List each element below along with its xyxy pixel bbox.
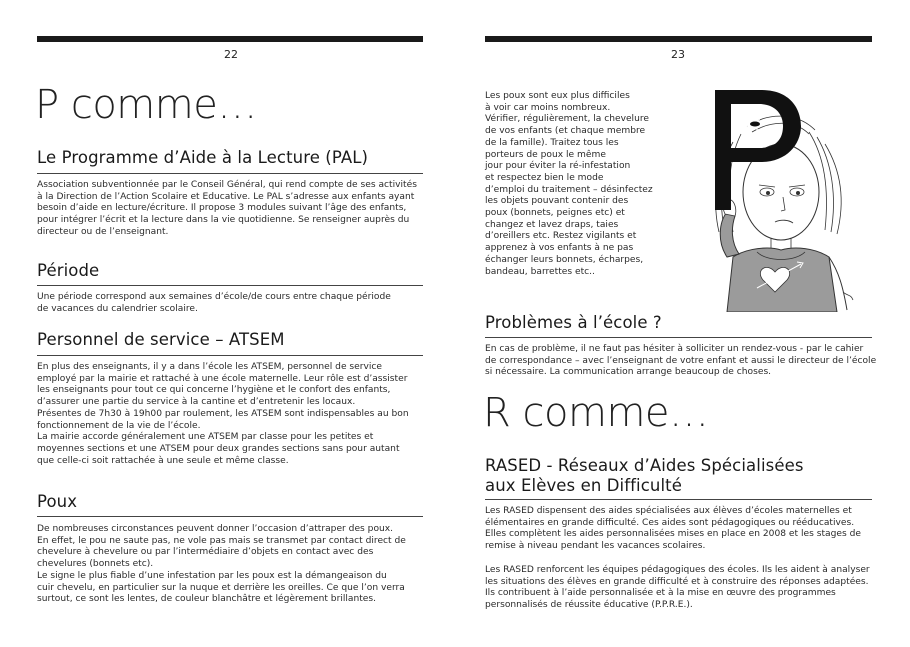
text-line: En effet, le pou ne saute pas, ne vole pas mais se transmet par contact direct de xyxy=(37,535,406,546)
text-line: échanger leurs bonnets, écharpes, xyxy=(485,254,644,265)
section-heading-problemes: Problèmes à l’école ? xyxy=(485,313,662,332)
text-line: La mairie accorde généralement une ATSEM par classe pour les petites et xyxy=(37,432,374,443)
text-line: que celle-ci soit rattachée à une seule et même classe. xyxy=(37,455,289,466)
section-body-poux xyxy=(37,524,432,606)
text-line: Le signe le plus fiable d’une infestation par les poux est la démangeaison du xyxy=(37,570,387,581)
girl-with-letter-p-illustration xyxy=(697,82,883,312)
section-rule xyxy=(485,499,872,500)
text-line: Les RASED renforcent les équipes pédagogiques des écoles. Ils les aident à analyser xyxy=(485,565,870,575)
section-body-periode xyxy=(37,292,427,315)
text-line: Ils contribuent à l’aide personnalisée et à la mise en œuvre des programmes xyxy=(485,588,836,599)
text-line: à voir car moins nombreux. xyxy=(485,102,611,113)
text-line: si nécessaire. La communication arrange beaucoup de choses. xyxy=(485,367,772,378)
text-line: les objets pouvant contenir des xyxy=(485,196,629,207)
text-line: Les poux sont eux plus difficiles xyxy=(485,91,630,101)
text-line: apprenez à vos enfants à ne pas xyxy=(485,243,634,254)
top-rule xyxy=(485,36,872,42)
text-line: poux (bonnets, peignes etc) et xyxy=(485,208,625,219)
top-rule xyxy=(37,36,423,42)
section-rule xyxy=(37,173,423,174)
section-body-atsem xyxy=(37,362,427,467)
text-line: de la famille). Traitez tous les xyxy=(485,137,619,148)
letter-title-p: P comme… xyxy=(35,82,257,128)
letter-title-r: R comme… xyxy=(483,390,709,436)
right-page xyxy=(455,0,910,647)
text-line: de correspondance – avec l’enseignant de votre enfant et aussi le directeur de l’école xyxy=(485,355,877,366)
heading-line: aux Elèves en Difficulté xyxy=(485,476,682,495)
text-line: porteurs de poux le même xyxy=(485,149,606,160)
text-line: Une période correspond aux semaines d’école/de cours entre chaque période xyxy=(37,292,391,302)
text-line: besoin d’aide en lecture/écriture. Il propose 3 modules suivant l’âge des enfants, xyxy=(37,203,407,214)
section-body-rased-2 xyxy=(485,565,880,612)
section-heading-pal: Le Programme d’Aide à la Lecture (PAL) xyxy=(37,148,369,167)
section-heading-periode: Période xyxy=(37,261,100,280)
section-heading-rased xyxy=(485,456,875,496)
text-line: pour intégrer l’écrit et la lecture dans la vie quotidienne. Se renseigner auprès du xyxy=(37,215,410,226)
text-line: remise à niveau pendant les vacances scolaires. xyxy=(485,541,706,552)
text-line: d’assurer une partie du service à la cantine et d’entretenir les locaux. xyxy=(37,397,356,408)
section-heading-atsem: Personnel de service – ATSEM xyxy=(37,330,285,349)
page-number: 23 xyxy=(671,48,685,61)
section-body-problemes xyxy=(485,344,880,379)
text-line: employé par la mairie et rattaché à une école maternelle. Leur rôle est d’assister xyxy=(37,373,408,384)
poux-continued-body xyxy=(485,91,695,278)
section-body-rased-1 xyxy=(485,506,880,553)
text-line: bandeau, barrettes etc.. xyxy=(485,266,595,277)
text-line: Association subventionnée par le Conseil Général, qui rend compte de ses activités xyxy=(37,180,417,190)
text-line: En plus des enseignants, il y a dans l’école les ATSEM, personnel de service xyxy=(37,362,383,372)
text-line: chevelures (bonnets etc). xyxy=(37,559,154,570)
text-line: les situations des élèves en grande difficulté et à construire des réponses adaptées. xyxy=(485,576,869,587)
text-line: personnalisés de réussite éducative (P.P.R.E.). xyxy=(485,600,693,611)
text-line: chevelure à chevelure ou par l’intermédiaire d’objets en contact avec des xyxy=(37,547,374,558)
text-line: Présentes de 7h30 à 19h00 par roulement, les ATSEM sont indispensables au bon xyxy=(37,408,409,419)
text-line: fonctionnement de la vie de l’école. xyxy=(37,420,201,431)
text-line: Elles complètent les aides personnalisées mises en place en 2008 et les stages de xyxy=(485,529,861,540)
text-line: de vos enfants (et chaque membre xyxy=(485,126,646,137)
text-line: à la Direction de l’Action Scolaire et Educative. Le PAL s’adresse aux enfants ayant xyxy=(37,191,415,202)
text-line: d’oreillers etc. Restez vigilants et xyxy=(485,231,637,242)
text-line: directeur ou de l’enseignant. xyxy=(37,226,169,237)
text-line: En cas de problème, il ne faut pas hésiter à solliciter un rendez-vous - par le cahier xyxy=(485,344,864,354)
text-line: les enseignants pour tout ce qui concerne l’hygiène et le confort des enfants, xyxy=(37,385,391,396)
text-line: Vérifier, régulièrement, la chevelure xyxy=(485,114,649,125)
page-number: 22 xyxy=(224,48,238,61)
section-rule xyxy=(485,337,872,338)
text-line: moyennes sections et une ATSEM pour deux grandes sections sans pour autant xyxy=(37,443,400,454)
text-line: Les RASED dispensent des aides spécialisées aux élèves d’écoles maternelles et xyxy=(485,506,852,516)
section-rule xyxy=(37,285,423,286)
section-rule xyxy=(37,355,423,356)
text-line: jour pour éviter la ré-infestation xyxy=(485,161,631,172)
text-line: De nombreuses circonstances peuvent donner l’occasion d’attraper des poux. xyxy=(37,524,394,534)
text-line: élémentaires en grande difficulté. Ces aides sont pédagogiques ou rééducatives. xyxy=(485,517,855,528)
section-body-pal xyxy=(37,180,427,239)
text-line: cuir chevelu, en particulier sur la nuque et derrière les oreilles. Ce que l’on verra xyxy=(37,582,405,593)
section-rule xyxy=(37,516,423,517)
text-line: changez et lavez draps, taies xyxy=(485,219,619,230)
heading-line: RASED - Réseaux d’Aides Spécialisées xyxy=(485,456,804,475)
text-line: de vacances du calendrier scolaire. xyxy=(37,303,198,314)
section-heading-poux: Poux xyxy=(37,492,78,511)
text-line: d’emploi du traitement – désinfectez xyxy=(485,184,653,195)
text-line: et respectez bien le mode xyxy=(485,172,604,183)
text-line: surtout, ce sont les lentes, de couleur blanchâtre et légèrement brillantes. xyxy=(37,594,377,605)
